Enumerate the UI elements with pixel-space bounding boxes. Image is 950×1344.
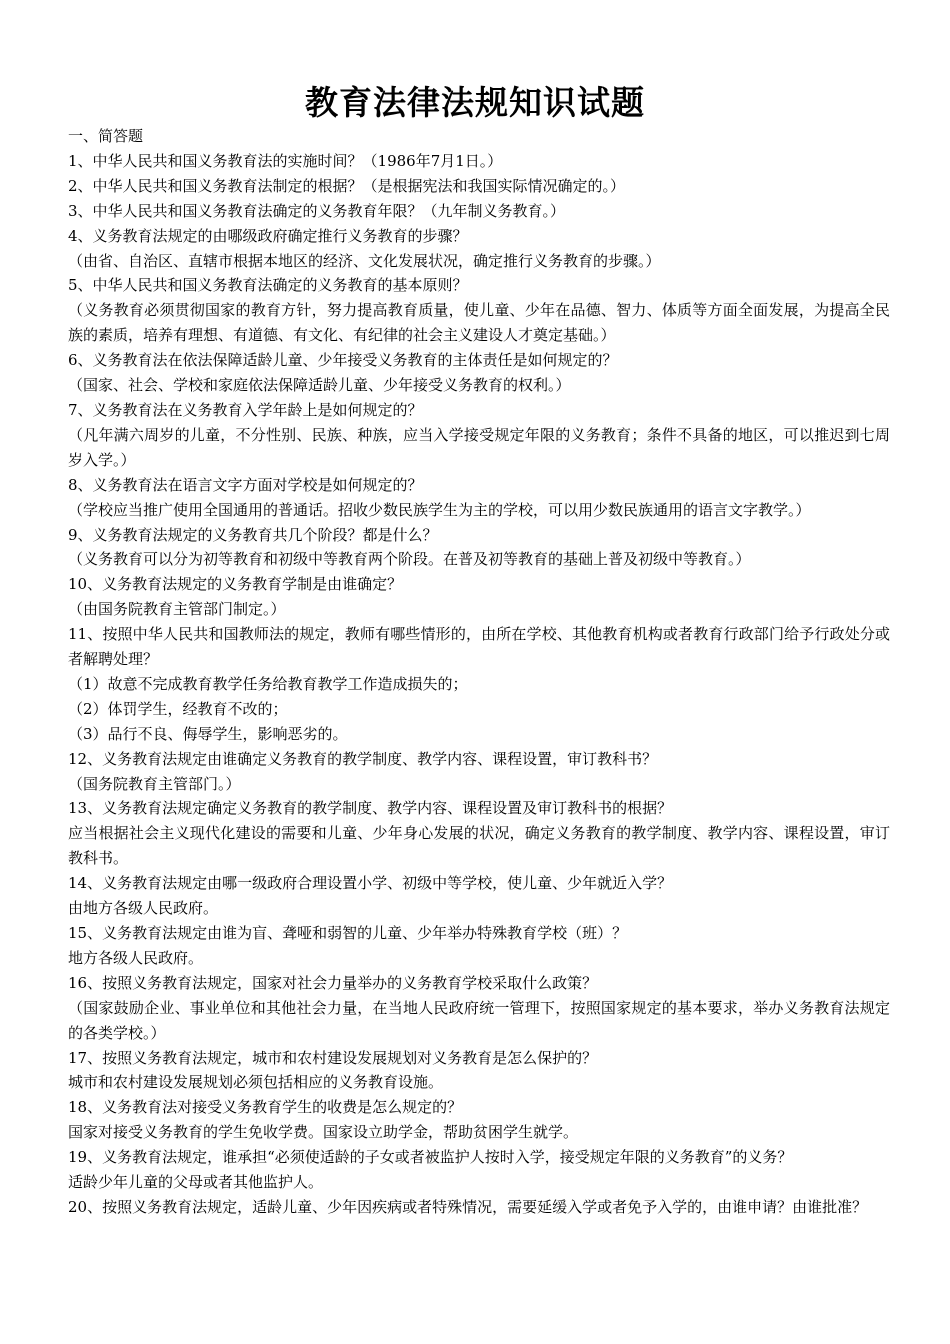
question-5: 5、中华人民共和国义务教育法确定的义务教育的基本原则？ [68,276,468,295]
question-20: 20、按照义务教育法规定，适龄儿童、少年因疾病或者特殊情况，需要延缓入学或者免予入学的，由谁申请？由谁批准？ [68,1197,868,1216]
answer-11-item-1: （1）故意不完成教育教学任务给教育教学工作造成损失的； [68,674,468,693]
answer-15: 地方各级人民政府。 [68,948,204,967]
question-13: 13、义务教育法规定确定义务教育的教学制度、教学内容、课程设置及审订教科书的根据？ [68,799,673,818]
question-18: 18、义务教育法对接受义务教育学生的收费是怎么规定的？ [68,1098,463,1117]
question-17: 17、按照义务教育法规定，城市和农村建设发展规划对义务教育是怎么保护的？ [68,1048,598,1067]
question-4: 4、义务教育法规定的由哪级政府确定推行义务教育的步骤？ [68,226,468,245]
answer-9: （义务教育可以分为初等教育和初级中等教育两个阶段。在普及初等教育的基础上普及初级中等教育。） [68,550,751,569]
question-8: 8、义务教育法在语言文字方面对学校是如何规定的？ [68,475,423,494]
answer-8: （学校应当推广使用全国通用的普通话。招收少数民族学生为主的学校，可以用少数民族通用的语言文字教学。） [68,500,811,519]
answer-5: （义务教育必须贯彻国家的教育方针，努力提高教育质量，使儿童、少年在品德、智力、体质等方面全面发展，为提高全民族的素质，培养有理想、有道德、有文化、有纪律的社会主义建设人才奠定基础。） [68,301,890,345]
answer-17: 城市和农村建设发展规划必须包括相应的义务教育设施。 [68,1073,444,1092]
question-11: 11、按照中华人民共和国教师法的规定，教师有哪些情形的，由所在学校、其他教育机构或者教育行政部门给予行政处分或者解聘处理？ [68,625,890,669]
question-15: 15、义务教育法规定由谁为盲、聋哑和弱智的儿童、少年举办特殊教育学校（班）？ [68,924,628,942]
answer-11-item-2: （2）体罚学生，经教育不改的； [68,699,288,718]
question-1: 1、中华人民共和国义务教育法的实施时间？（1986年7月1日。） [68,151,503,170]
section-heading: 一、简答题 [68,127,144,145]
question-16: 16、按照义务教育法规定，国家对社会力量举办的义务教育学校采取什么政策？ [68,973,598,992]
question-19: 19、义务教育法规定，谁承担“必须使适龄的子女或者被监护人按时入学，接受规定年限的义务教育”的义务？ [68,1148,793,1167]
question-7: 7、义务教育法在义务教育入学年龄上是如何规定的？ [68,400,423,419]
question-9: 9、义务教育法规定的义务教育共几个阶段？都是什么？ [68,525,438,544]
answer-4: （由省、自治区、直辖市根据本地区的经济、文化发展状况，确定推行义务教育的步骤。） [68,251,661,270]
answer-13: 应当根据社会主义现代化建设的需要和儿童、少年身心发展的状况，确定义务教育的教学制度、教学内容、课程设置，审订教科书。 [68,824,890,868]
question-12: 12、义务教育法规定由谁确定义务教育的教学制度、教学内容、课程设置，审订教科书？ [68,749,658,768]
question-14: 14、义务教育法规定由哪一级政府合理设置小学、初级中等学校，使儿童、少年就近入学？ [68,874,673,893]
answer-18: 国家对接受义务教育的学生免收学费。国家设立助学金，帮助贫困学生就学。 [68,1123,579,1142]
document-title: 教育法律法规知识试题 [305,83,645,122]
answer-14: 由地方各级人民政府。 [68,899,219,918]
answer-11-item-3: （3）品行不良、侮辱学生，影响恶劣的。 [68,724,348,743]
answer-12: （国务院教育主管部门。） [68,774,241,793]
answer-19: 适龄少年儿童的父母或者其他监护人。 [68,1173,324,1192]
answer-7: （凡年满六周岁的儿童，不分性别、民族、种族，应当入学接受规定年限的义务教育；条件不具备的地区，可以推迟到七周岁入学。） [68,425,890,469]
document-body [68,124,890,1220]
answer-10: （由国务院教育主管部门制定。） [68,600,286,619]
question-2: 2、中华人民共和国义务教育法制定的根据？（是根据宪法和我国实际情况确定的。） [68,176,626,195]
question-6: 6、义务教育法在依法保障适龄儿童、少年接受义务教育的主体责任是如何规定的？ [68,351,618,370]
answer-6: （国家、社会、学校和家庭依法保障适龄儿童、少年接受义务教育的权利。） [68,376,571,395]
answer-16: （国家鼓励企业、事业单位和其他社会力量，在当地人民政府统一管理下，按照国家规定的基本要求，举办义务教育法规定的各类学校。） [68,998,890,1042]
question-3: 3、中华人民共和国义务教育法确定的义务教育年限？（九年制义务教育。） [68,201,566,220]
question-10: 10、义务教育法规定的义务教育学制是由谁确定？ [68,575,403,594]
